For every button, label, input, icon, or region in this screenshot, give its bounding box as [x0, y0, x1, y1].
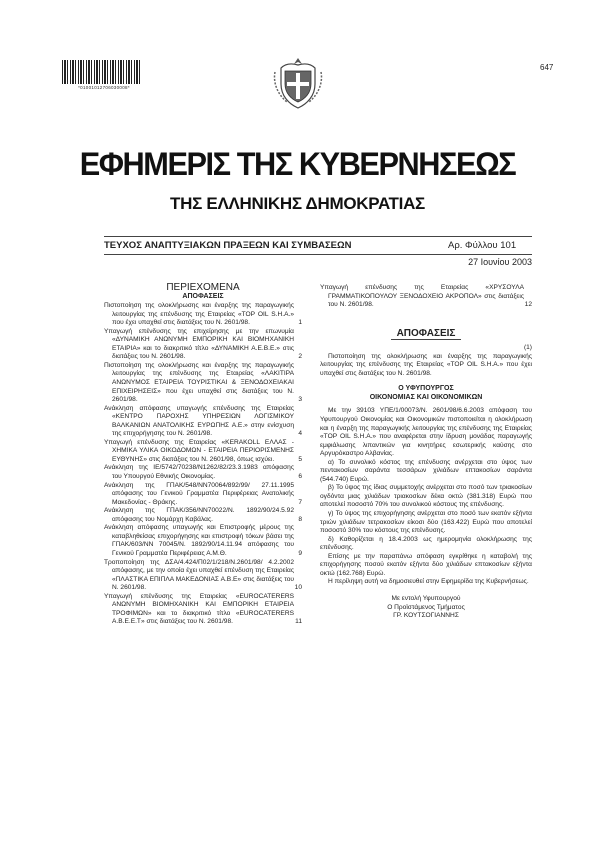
- signature-line-2: Ο Προϊστάμενος Τμήματος: [387, 603, 465, 611]
- contents-entry: [104, 439, 302, 465]
- contents-entry-page: 8: [298, 515, 302, 523]
- contents-entry-text: Τροποποίηση της ΔΣΑ/4.424/Π02/1/218/Ν.2601/98/ 4.2.2002 απόφασης, με την οποία έχει υπαχθεί επένδυση της Εταιρείας «ΠΛΑΣΤΙΚΑ ΕΠΙΠΛΑ ΜΑΚΕΔΟΝΙΑΣ Α.Β.Ε» στις διατάξεις του Ν. 2601/98.: [104, 558, 294, 592]
- contents-entry: [104, 405, 302, 439]
- barcode: [62, 60, 142, 84]
- decision-paragraph: δ) Καθορίζεται η 18.4.2003 ως ημερομηνία ολοκλήρωσης της επένδυσης.: [320, 535, 532, 552]
- contents-entry: [320, 284, 532, 310]
- contents-entry: [104, 559, 302, 593]
- issue-date: 27 Ιουνίου 2003: [468, 257, 532, 267]
- contents-entry-page: 12: [524, 301, 532, 309]
- gazette-title: ΕΦΗΜΕΡΙΣ ΤΗΣ ΚΥΒΕΡΝΗΣΕΩΣ: [79, 146, 516, 182]
- decisions-column: [320, 284, 532, 621]
- contents-entry: [104, 507, 302, 524]
- contents-entry-text: Υπαγωγή επένδυσης της Εταιρείας «EUROCATERERS ΑΝΩΝΥΜΗ ΒΙΟΜΗΧΑΝΙΚΗ ΚΑΙ ΕΜΠΟΡΙΚΗ ΕΤΑΙΡΕΙΑ ΤΡΟΦΙΜΩΝ» και το διακριτικό τίτλο «EUROCATERERS Α.Β.Ε.Ε.Τ» στις διατάξεις του Ν. 2601/98.: [104, 592, 294, 626]
- contents-entry: [104, 464, 302, 481]
- contents-heading: ΠΕΡΙΕΧΟΜΕΝΑ: [166, 282, 240, 293]
- contents-list-continued: [320, 284, 532, 310]
- contents-entry-page: 3: [298, 396, 302, 404]
- decision-paragraph: α) Το συνολικό κόστος της επένδυσης ανέρχεται στο ύψος των πεντακοσίων σαράντα τεσσάρων χιλιάδων επτακοσίων σαράντα (544.740) Ευρώ.: [320, 458, 532, 483]
- sheet-number: Αρ. Φύλλου 101: [448, 240, 517, 251]
- header-rule-bottom: [104, 254, 532, 255]
- contents-entry-page: 11: [295, 618, 302, 626]
- contents-entry-page: 6: [298, 473, 302, 481]
- authority-title: Ο ΥΦΥΠΟΥΡΓΟΣ: [398, 385, 454, 393]
- contents-entry: [104, 593, 302, 627]
- decision-paragraph: β) Το ύψος της ίδιας συμμετοχής ανέρχεται στο ποσό των τριακοσίων ογδόντα μιας χιλιάδων τριακοσίων δέκα οκτώ (381.318) Ευρώ που αποτελεί ποσοστό 70% του συνολικού κόστους της επένδυσης.: [320, 484, 532, 509]
- contents-entry-page: 9: [298, 549, 302, 557]
- contents-entry-page: 7: [298, 498, 302, 506]
- signature-line-1: Με εντολή Υφυπουργού: [391, 594, 461, 602]
- contents-entry: [104, 362, 302, 405]
- contents-entry-text: Υπαγωγή επένδυσης της Εταιρείας «ΧΡΥΣΟΥΛΑ ΓΡΑΜΜΑΤΙΚΟΠΟΥΛΟΥ ΞΕΝΟΔΟΧΕΙΟ ΑΚΡΟΠΟΛ» στις διατάξεις του Ν. 2601/98.: [320, 284, 524, 309]
- issue-type: ΤΕΥΧΟΣ ΑΝΑΠΤΥΞΙΑΚΩΝ ΠΡΑΞΕΩΝ ΚΑΙ ΣΥΜΒΑΣΕΩΝ: [104, 240, 352, 251]
- signature-name: ΓΡ. ΚΟΥΤΣΟΓΙΑΝΝΗΣ: [393, 612, 459, 620]
- contents-subheading: ΑΠΟΦΑΣΕΙΣ: [182, 292, 224, 300]
- contents-entry-text: Υπαγωγή επένδυσης της Εταιρείας «KERAKOLL ΕΛΛΑΣ - ΧΗΜΙΚΑ ΥΛΙΚΑ ΟΙΚΟΔΟΜΩΝ - ΕΤΑΙΡΕΙΑ ΠΕΡΙΟΡΙΣΜΕΝΗΣ ΕΥΘΥΝΗΣ» στις διατάξεις του Ν. 2601/98, όπως ισχύει.: [104, 438, 294, 463]
- national-emblem-icon: [271, 54, 325, 110]
- decisions-heading: ΑΠΟΦΑΣΕΙΣ: [391, 330, 461, 341]
- contents-entry-text: Ανάκληση της ΙΕ/5742/70238/Ν1262/82/23.3.1983 απόφασης του Υπουργού Εθνικής Οικονομίας.: [104, 464, 294, 481]
- header-rule-top: [104, 236, 532, 237]
- decision-paragraph: Η περίληψη αυτή να δημοσιευθεί στην Εφημερίδα της Κυβερνήσεως.: [328, 578, 529, 586]
- authority-ministry: ΟΙΚΟΝΟΜΙΑΣ ΚΑΙ ΟΙΚΟΝΟΜΙΚΩΝ: [369, 393, 483, 401]
- contents-entry-page: 10: [294, 584, 302, 592]
- contents-entry: [104, 302, 302, 328]
- contents-entry-text: Ανάκληση απόφασης υπαγωγής και Επιστροφής μέρους της καταβληθείσας επιχορήγησης και επιστροφή τόκων βάσει της ΓΠΑΚ/603/ΝΝ 70045/Ν. 1892/90/14.11.94 απόφασης του Γενικού Γραμματέα Περιφέρειας Α.Μ.Θ.: [104, 524, 294, 557]
- decision-number: (1): [523, 344, 532, 352]
- contents-list: [104, 302, 302, 627]
- contents-entry: [104, 482, 302, 508]
- decision-summary: Πιστοποίηση της ολοκλήρωσης και έναρξης της παραγωγικής λειτουργίας της επένδυσης της Εταιρείας «TOP OIL S.H.A.» που έχει υπαχθεί στις διατάξεις του Ν. 2601/98.: [320, 352, 532, 377]
- page-number: 647: [540, 63, 554, 72]
- decision-body: [320, 407, 532, 586]
- barcode-number: *01001012706030008*: [78, 85, 130, 90]
- contents-entry-page: 2: [298, 353, 302, 361]
- contents-entry-text: Πιστοποίηση της ολοκλήρωσης και έναρξης της παραγωγικής λειτουργίας της επένδυσης της Εταιρείας «ΛΑΚΙΤΙΡΑ ΑΝΩΝΥΜΟΣ ΕΤΑΙΡΕΙΑ ΤΟΥΡΙΣΤΙΚΑΙ & ΞΕΝΟΔΟΧΕΙΑΚΑΙ ΕΠΙΧΕΙΡΗΣΕΙΣ» που έχει υπαχθεί στις διατάξεις του Ν. 2601/98.: [104, 361, 294, 404]
- contents-entry: [104, 524, 302, 558]
- contents-entry-text: Ανάκληση της ΓΠΑΚ/356/ΝΝ70022/Ν. 1892/90/24.5.92 απόφασης του Νομάρχη Καβάλας.: [104, 507, 294, 523]
- contents-entry-page: 5: [298, 455, 302, 463]
- contents-entry: [104, 328, 302, 362]
- decision-paragraph: Με την 39103 ΥΠΕ/1/00073/Ν. 2601/98/6.6.2003 απόφαση του Υφυπουργού Οικονομίας και Οικονομικών πιστοποιείται η ολοκλήρωση και η έναρξη της παραγωγικής λειτουργίας της επένδυσης της Εταιρείας «TOP OIL S.H.A.» που αναφέρεται στην ίδρυση μονάδας παραγωγής εμφιάλωσης λιπαντικών για κινητήρες εσωτερικής καύσης στο Αργυρόκαστρο Αλβανίας.: [320, 407, 532, 458]
- contents-entry-text: Ανάκληση της ΓΠΑΚ/548/ΝΝ70064/892/99/ 27.11.1995 απόφασης του Γενικού Γραμματέα Περιφέρειας Ανατολικής Μακεδονίας - Θράκης.: [104, 481, 294, 506]
- contents-column: [104, 284, 302, 627]
- contents-entry-text: Ανάκληση απόφασης υπαγωγής επένδυσης της Εταιρείας «ΚΕΝΤΡΟ ΠΑΡΟΧΗΣ ΥΠΗΡΕΣΙΩΝ ΛΟΓΙΣΜΙΚΟΥ ΒΑΛΚΑΝΙΩΝ ΑΝΑΤΟΛΙΚΗΣ ΕΥΡΩΠΗΣ Α.Ε.» στην ενίσχυση της επιχορήγησης του Ν. 2601/98.: [104, 404, 294, 438]
- gazette-subtitle: ΤΗΣ ΕΛΛΗΝΙΚΗΣ ΔΗΜΟΚΡΑΤΙΑΣ: [170, 194, 425, 213]
- contents-entry-page: 4: [298, 430, 302, 438]
- contents-entry-page: 1: [298, 319, 302, 327]
- contents-entry-text: Υπαγωγή επένδυσης της επιχείρησης με την επωνυμία «ΔΥΝΑΜΙΚΗ ΑΝΩΝΥΜΗ ΕΜΠΟΡΙΚΗ ΚΑΙ ΒΙΟΜΗΧΑΝΙΚΗ ΕΤΑΙΡΙΑ» και το διακριτικό τίτλο «ΔΥΝΑΜΙΚΗ Α.Ε.Β.Ε.» στις διατάξεις του Ν. 2601/98.: [104, 327, 294, 361]
- decision-paragraph: γ) Το ύψος της επιχορήγησης ανέρχεται στο ποσό των εκατόν εξήντα τριών χιλιάδων τετρακοσίων είκοσι δύο (163.422) Ευρώ που αποτελεί ποσοστό 30% του κόστους της επένδυσης.: [320, 510, 532, 535]
- contents-entry-text: Πιστοποίηση της ολοκλήρωσης και έναρξης της παραγωγικής λειτουργίας της επένδυσης της Εταιρείας «TOP OIL S.H.A.» που έχει υπαχθεί στις διατάξεις του Ν. 2601/98.: [104, 302, 294, 327]
- decision-paragraph: Επίσης με την παραπάνω απόφαση εγκρίθηκε η καταβολή της επιχορήγησης ποσού εκατόν εξήντα δύο χιλιάδων επτακοσίων εξήντα οκτώ (162.768) Ευρώ.: [320, 552, 532, 577]
